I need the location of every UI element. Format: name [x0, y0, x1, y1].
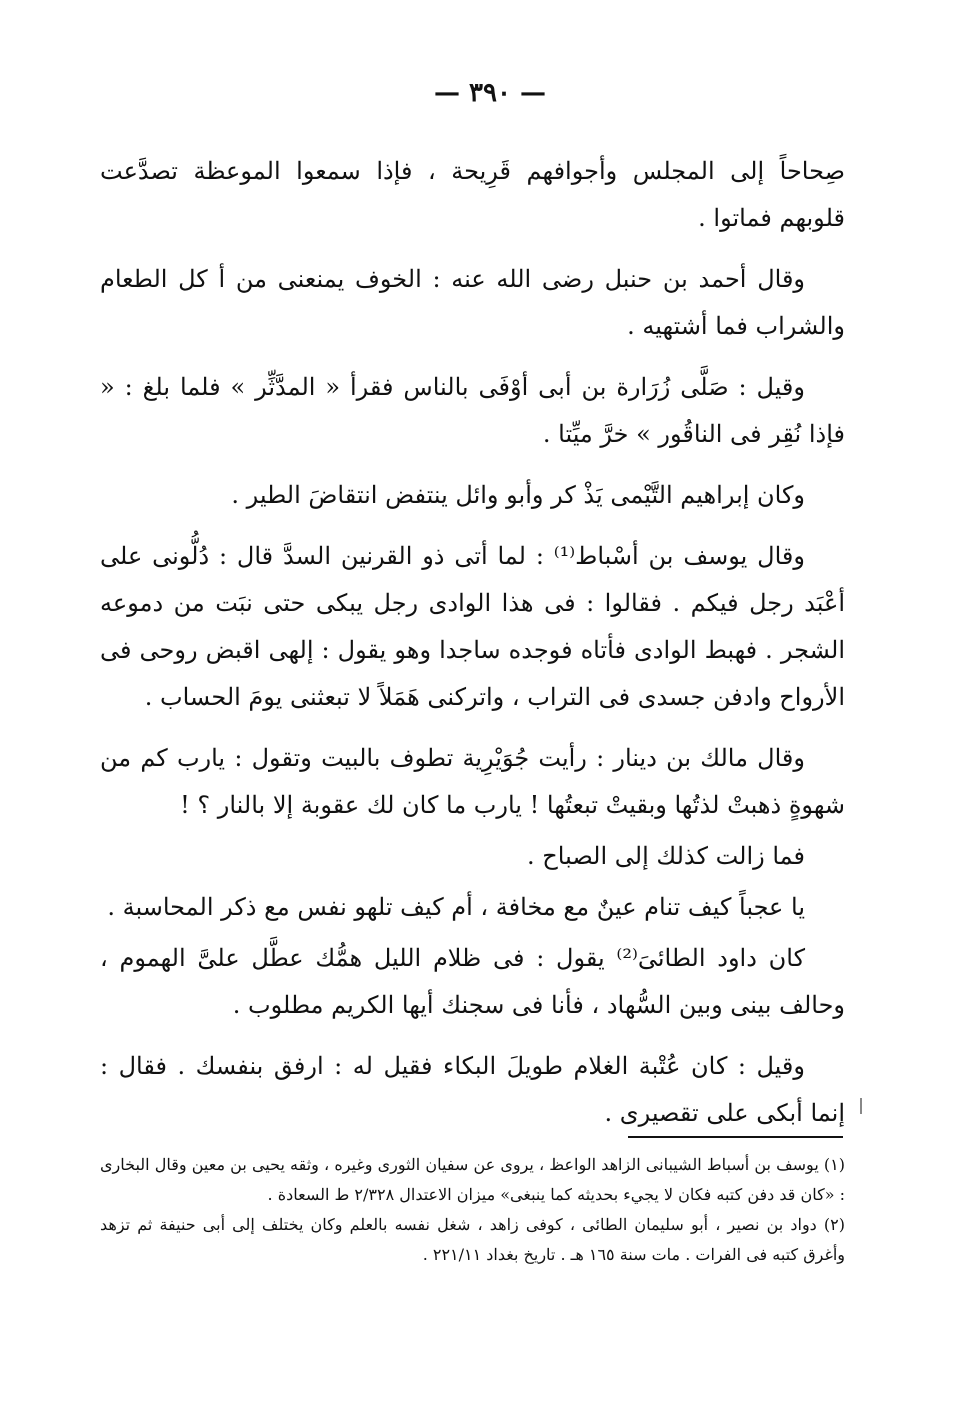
- paragraph: يا عجباً كيف تنام عينٌ مع مخافة ، أم كيف تلهو نفس مع ذكر المحاسبة .: [107, 893, 805, 921]
- footnote: (١) يوسف بن أسباط الشيبانى الزاهد الواعظ ، يروى عن سفيان الثورى وغيره ، وثقه يحيى بن معين وقال البخارى : «كان قد دفن كتبه فكان لا يجيء بحديثه كما ينبغى» ميزان الاعتدال ٢/٣٢٨ ط السعادة .: [100, 1155, 845, 1204]
- footnote: (٢) دواد بن نصير ، أبو سليمان الطائى ، كوفى زاهد ، شغل نفسه بالعلم وكان يختلف إلى أبى حنيفة ثم تزهد وأغرق كتبه فى الفرات . مات سنة ١٦٥ هـ . تاريخ بغداد ٢٢١/١١ .: [100, 1215, 845, 1264]
- paragraph: وقيل : صَلَّى زُرَارة بن أبى أوْفَى بالناس فقرأ « المدَّثِّر » فلما بلغ : « فإذا نُقِر فى الناقُور » خرَّ ميِّتا .: [100, 373, 845, 448]
- main-text: [100, 148, 845, 1151]
- paragraph: وقال أحمد بن حنبل رضى الله عنه : الخوف يمنعنى من أ كل الطعام والشراب فما أشتهيه .: [100, 265, 845, 340]
- paragraph: وقيل : كان عُتْبة الغلام طويلَ البكاء فقيل له : ارفق بنفسك . فقال : إنما أبكى على تقصيرى .: [100, 1052, 845, 1127]
- paragraph: كان داود الطائىَ⁽²⁾ يقول : فى ظلام الليل همُّك عطَّل علىَّ الهموم ، وحالف بينى وبين السُّهاد ، فأنا فى سجنك أيها الكريم مطلوب .: [100, 944, 845, 1019]
- paragraph: وقال يوسف بن أسْباط⁽¹⁾ : لما أتى ذو القرنين السدَّ قال : دُلُّونى على أعْبَد رجل فيكم . فقالوا : فى هذا الوادى رجل يبكى حتى نبَت من دموعه الشجر . فهبط الوادى فأتاه فوجده ساجدا وهو يقول : إلهى اقبض روحى فى الأرواح وادفن جسدى فى التراب ، واتركنى هَمَلاً لا تبعثنى يومَ الحساب .: [100, 542, 845, 711]
- paragraph: صِحاحاً إلى المجلس وأجوافهم قَرِيحة ، فإذا سمعوا الموعظة تصدَّعت قلوبهم فماتوا .: [100, 157, 845, 232]
- margin-mark: [860, 1098, 862, 1114]
- footnote-divider: [628, 1136, 843, 1138]
- footnotes: [100, 1150, 845, 1270]
- paragraph: فما زالت كذلك إلى الصباح .: [527, 842, 805, 870]
- page-number: — ٣٩٠ —: [433, 78, 547, 108]
- paragraph: وكان إبراهيم التَّيْمى يَذْ كر وأبو وائل ينتفض انتقاضَ الطير .: [231, 481, 805, 509]
- paragraph: وقال مالك بن دينار : رأيت جُوَيْرِية تطوف بالبيت وتقول : يارب كم من شهوةٍ ذهبتْ لذتُها وبقيتْ تبعتُها ! يارب ما كان لك عقوبة إلا بالنار ؟ !: [100, 744, 845, 819]
